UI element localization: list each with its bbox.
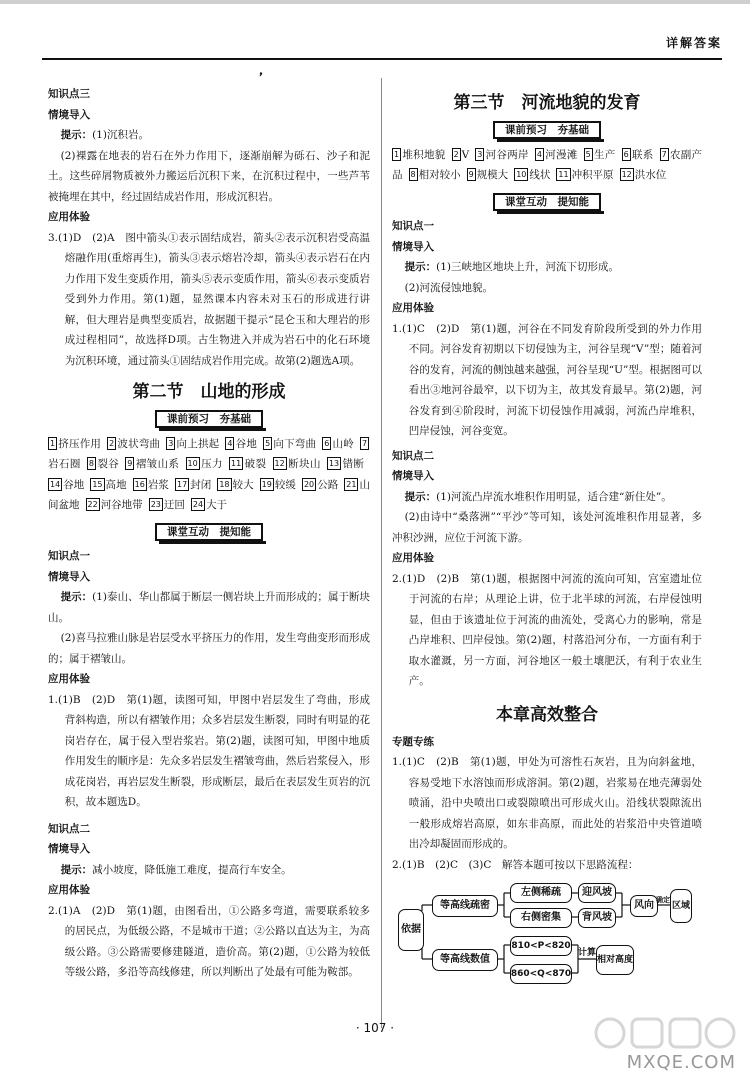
flow-q-range: 860<Q<870 (510, 964, 572, 984)
item-text: 岩石圈 (48, 458, 81, 470)
item-text: 封闭 (190, 478, 212, 491)
hint-label: 提示： (60, 591, 93, 603)
fill-in-item (149, 499, 185, 511)
fill-in-item (48, 438, 101, 450)
hint-paragraph (48, 125, 370, 146)
item-number: 9 (468, 170, 474, 179)
answer-3: 3.(1)D (2)A 图中箭头①表示固结成岩，箭头②表示沉积岩受高温熔融作用(重熔再生)，箭头③表示熔岩冷却，箭头④表示岩石在内力作用下发生变质作用，箭头⑤表示变质作用，箭头⑥表示变质岩受到外力作用。第(1)题，显然课本内容未对玉石的形成进行讲解，但大理岩是典型变质岩，故据题干提示“昆仑玉和大理岩的形成过程相同”，故选择D项。古生物进入并成为岩石中的化石环境为沉积环境，通过箭头①固结成岩作用完成。故第(2)题选A项。 (48, 231, 370, 367)
page-header-title: 详解答案 (665, 36, 722, 50)
flow-leeward: 背风坡 (578, 908, 616, 928)
situation-intro-heading: 情境导入 (392, 240, 434, 253)
item-number: 12 (621, 170, 632, 179)
knowledge-point-1-heading: 知识点一 (392, 220, 434, 232)
ink-mark: ❜ (255, 69, 265, 85)
fill-in-item (217, 479, 253, 491)
item-number: 10 (187, 459, 198, 468)
item-number: 4 (227, 438, 233, 448)
practice-answer-2: 2.(1)B (2)C (3)C 解答本题可按以下思路流程： (392, 858, 639, 871)
flow-contour-density: 等高线疏密 (432, 895, 498, 917)
item-number: 3 (477, 149, 483, 159)
page-number: · 107 · (355, 1021, 395, 1035)
top-scan-strip (0, 0, 750, 4)
fill-in-item (327, 458, 364, 470)
fill-in-item (475, 149, 529, 161)
item-text: 错断 (342, 458, 364, 470)
flow-determine-label: 确定 (656, 896, 670, 904)
fill-in-answers-list (48, 434, 370, 516)
item-text: 岩浆 (147, 478, 169, 491)
hint-paragraph-2: (2)裸露在地表的岩石在外力作用下，逐渐崩解为砾石、沙子和泥土。这些碎屑物质被外力搬运后沉积下来，在沉积过程中，一些芦苇被掩埋在其中，经过固结成岩作用，形成沉积岩。 (48, 149, 370, 203)
item-number: 17 (176, 479, 188, 489)
item-text: 公路 (317, 478, 339, 491)
watermark-site: MXQE.COM (626, 1052, 736, 1073)
section-2-title: 第二节 山地的形成 (132, 382, 286, 402)
item-text: V (461, 148, 470, 161)
item-number: 16 (134, 479, 145, 489)
item-text: 河谷地带 (100, 499, 143, 511)
item-number: 5 (265, 438, 271, 448)
answer-2: 2.(1)D (2)B 第(1)题，根据图中河流的流向可知，宫室遗址位于河流的右岸；从理论上讲，位于北半球的河流，右岸侵蚀明显，但由于该遗址位于河流的曲流处，受离心力的影响，常是凸岸堆积、凹岸侵蚀。第(2)题，村落沿河分布，一方面有利于取水灌溉，另一方面，河谷地区一般土壤肥沃，有利于农业生产。 (392, 572, 702, 687)
item-number: 2 (453, 149, 459, 159)
apply-heading: 应用体验 (48, 211, 90, 223)
column-divider (381, 78, 382, 1028)
item-text: 破裂 (244, 458, 267, 470)
item-text: 波状弯曲 (117, 437, 161, 450)
item-number: 15 (92, 479, 103, 489)
hint-paragraph-2: (2)河流侵蚀地貌。 (404, 281, 493, 294)
item-number: 6 (623, 149, 629, 159)
fill-in-answers-list (392, 145, 702, 186)
item-number: 11 (558, 170, 569, 179)
item-number: 8 (88, 459, 94, 468)
hint-text: (1)三峡地区地块上升，河流下切形成。 (436, 261, 619, 273)
answer-1: 1.(1)C (2)D 第(1)题，河谷在不同发育阶段所受到的外力作用不同。河谷发育初期以下切侵蚀为主，河谷呈现“V”型；随着河谷的发育，河流的侧蚀越来越强，河谷呈现“U”型。根据图可以看出③地河谷最窄，以下切为主，故其发育最早。第(2)题，河谷发育到④阶段时，河流下切侵蚀作用减弱，河流凸岸堆积，凹岸侵蚀，河谷变宽。 (392, 322, 702, 437)
item-text: 大于 (206, 499, 228, 511)
left-column (48, 84, 370, 983)
fill-in-item (87, 458, 119, 470)
fill-in-item (90, 479, 126, 491)
item-number: 6 (324, 438, 330, 448)
item-text: 山间盆地 (48, 478, 371, 511)
item-number: 18 (219, 479, 230, 489)
item-text: 农副产品 (392, 148, 703, 181)
apply-heading: 应用体验 (392, 552, 434, 564)
item-text: 较大 (232, 478, 254, 491)
item-number: 13 (328, 459, 340, 468)
item-number: 1 (394, 149, 400, 159)
item-text: 向上拱起 (176, 437, 220, 450)
classroom-badge: 课堂互动 提知能 (493, 193, 601, 211)
item-text: 线状 (529, 169, 551, 181)
fill-in-item (186, 458, 224, 470)
item-number: 8 (410, 170, 416, 179)
item-text: 断块山 (287, 458, 321, 470)
practice-heading: 专题专练 (392, 735, 434, 748)
item-text: 堆积地貌 (402, 148, 446, 161)
thinking-flowchart (392, 881, 692, 991)
hint-label: 提示： (60, 129, 93, 141)
classroom-badge: 课堂互动 提知能 (155, 523, 263, 541)
item-text: 向下弯曲 (273, 437, 317, 450)
item-number: 1 (50, 438, 56, 448)
fill-in-item (467, 169, 509, 181)
item-text: 山岭 (332, 437, 354, 450)
fill-in-item (263, 438, 316, 450)
hint-label: 提示： (404, 261, 437, 273)
item-text: 压力 (200, 458, 223, 470)
item-number: 2 (109, 438, 115, 448)
situation-intro-heading: 情境导入 (48, 108, 90, 121)
section-3-title: 第三节 河流地貌的发育 (453, 93, 641, 113)
item-text: 河漫滩 (544, 148, 578, 161)
item-number: 5 (585, 149, 591, 159)
fill-in-item (260, 479, 296, 491)
fill-in-item (273, 458, 321, 470)
item-number: 9 (127, 459, 133, 468)
right-column (392, 90, 702, 991)
fill-in-item (107, 438, 160, 450)
item-number: 14 (50, 479, 61, 489)
fill-in-item (556, 169, 613, 181)
answer-1: 1.(1)B (2)D 第(1)题，读图可知，甲图中岩层发生了弯曲，形成背斜构造，所以有褶皱作用；众多岩层发生断裂，同时有明显的花岗岩存在，属于侵入型岩浆岩。第(2)题，读图可知，甲图中地质作用发生的顺序是：先众多岩层发生褶皱弯曲，然后岩浆侵入，形成花岗岩，再岩层发生断裂，形成断层，最后在表层发生页岩的沉积，故本题选D。 (48, 693, 370, 808)
item-text: 河谷两岸 (485, 148, 529, 161)
situation-intro-heading: 情境导入 (392, 470, 434, 482)
hint-text: 减小坡度，降低施工难度，提高行车安全。 (92, 863, 292, 876)
fill-in-item (175, 479, 211, 491)
situation-intro-heading: 情境导入 (48, 570, 90, 583)
fill-in-item (86, 499, 143, 511)
item-number: 7 (361, 438, 368, 448)
flow-region: 区域 (670, 889, 692, 923)
item-text: 褶皱山系 (135, 458, 180, 470)
fill-in-item (620, 169, 667, 181)
hint-paragraph (392, 257, 702, 278)
item-text: 相对较小 (418, 169, 461, 181)
apply-heading: 应用体验 (48, 884, 90, 896)
practice-answer-1: 1.(1)C (2)B 第(1)题，甲处为可溶性石灰岩，且为向斜盆地，容易受地下水溶蚀而形成溶洞。第(2)题，岩浆易在地壳薄弱处喷涌，沿中央喷出口或裂隙喷出可形成火山。沿线状裂隙流出一般形成熔岩高原，如东非高原，而此处的岩浆沿中央管道喷出冷却凝固而形成的。 (392, 756, 702, 850)
fill-in-item (584, 149, 616, 161)
item-number: 24 (192, 500, 204, 509)
item-number: 7 (661, 149, 667, 159)
fill-in-item (133, 479, 169, 491)
flow-relative-height: 相对高度 (596, 945, 634, 975)
item-text: 裂谷 (96, 458, 120, 470)
flow-left-sparse: 左侧稀疏 (510, 883, 572, 903)
item-number: 20 (303, 479, 315, 489)
hint-paragraph (392, 487, 702, 508)
item-text: 规模大 (476, 169, 509, 181)
item-text: 洪水位 (634, 169, 667, 181)
item-text: 挤压作用 (58, 437, 102, 450)
hint-paragraph (48, 587, 370, 628)
item-number: 23 (150, 500, 161, 509)
item-text: 较缓 (274, 478, 296, 491)
hint-label: 提示： (60, 863, 93, 876)
fill-in-item (302, 479, 338, 491)
item-number: 21 (346, 479, 357, 489)
item-number: 12 (274, 459, 285, 468)
answer-2: 2.(1)A (2)D 第(1)题，由图看出，①公路多弯道，需要联系较多的居民点，为低级公路，不是城市干道；②公路以直达为主，为高级公路。③公路需要修建隧道，造价高。第(2)题，①公路为较低等级公路，多沿等高线修建，所以判断出了处最有可能为鞍部。 (48, 904, 370, 978)
fill-in-item (125, 458, 179, 470)
item-text: 谷地 (63, 478, 85, 491)
fill-in-item (322, 438, 354, 450)
situation-intro-heading: 情境导入 (48, 843, 90, 855)
chapter-summary-title: 本章高效整合 (496, 704, 598, 725)
hint-paragraph-2: (2)由诗中“桑落洲”“平沙”等可知，该处河流堆积作用显著，多冲积沙洲，应位于河流下游。 (392, 511, 702, 544)
flow-calc-label: 计算 (578, 948, 597, 958)
flow-basis: 依据 (398, 909, 424, 951)
fill-in-item (452, 149, 470, 161)
preview-badge: 课前预习 夯基础 (493, 121, 601, 139)
hint-paragraph (48, 860, 370, 881)
fill-in-item (514, 169, 550, 181)
item-number: 10 (516, 170, 527, 179)
apply-heading: 应用体验 (48, 673, 90, 685)
hint-text: (1)沉积岩。 (92, 129, 149, 141)
knowledge-point-3-heading: 知识点三 (48, 88, 90, 100)
hint-label: 提示： (404, 490, 437, 503)
fill-in-item (535, 149, 578, 161)
item-text: 迂回 (163, 499, 185, 511)
fill-in-item (229, 458, 267, 470)
item-number: 4 (536, 149, 542, 159)
item-number: 22 (87, 500, 98, 509)
flow-contour-values: 等高线数值 (432, 949, 498, 971)
preview-badge: 课前预习 夯基础 (155, 410, 263, 428)
flow-p-range: 810<P<820 (510, 936, 572, 956)
item-text: 冲积平原 (571, 169, 614, 181)
flow-wind-direction: 风向 (630, 895, 658, 917)
hint-text: (1)河流凸岸流水堆积作用明显，适合建“新住处”。 (436, 490, 672, 503)
fill-in-item (409, 169, 461, 181)
apply-heading: 应用体验 (392, 302, 434, 314)
header-rule (42, 58, 722, 60)
hint-paragraph-2: (2)喜马拉雅山脉是岩层受水平挤压力的作用，发生弯曲变形而形成的；属于褶皱山。 (48, 632, 370, 665)
flow-windward: 迎风坡 (578, 883, 616, 903)
flow-right-dense: 右侧密集 (510, 908, 572, 928)
fill-in-item (225, 438, 257, 450)
hint-text: (1)泰山、华山都属于断层一侧岩块上升而形成的；属于断块山。 (48, 591, 371, 624)
item-number: 3 (168, 438, 174, 448)
knowledge-point-2-heading: 知识点二 (48, 822, 90, 835)
item-text: 生产 (593, 148, 616, 161)
fill-in-item (622, 149, 654, 161)
item-number: 11 (231, 459, 242, 468)
knowledge-point-2-heading: 知识点二 (392, 449, 434, 462)
item-text: 谷地 (235, 437, 258, 450)
fill-in-item (392, 149, 446, 161)
fill-in-item (166, 438, 219, 450)
fill-in-item (191, 499, 227, 511)
item-text: 高地 (105, 478, 127, 491)
fill-in-item (48, 479, 84, 491)
item-text: 联系 (631, 148, 654, 161)
knowledge-point-1-heading: 知识点一 (48, 550, 90, 562)
item-number: 19 (261, 479, 272, 489)
